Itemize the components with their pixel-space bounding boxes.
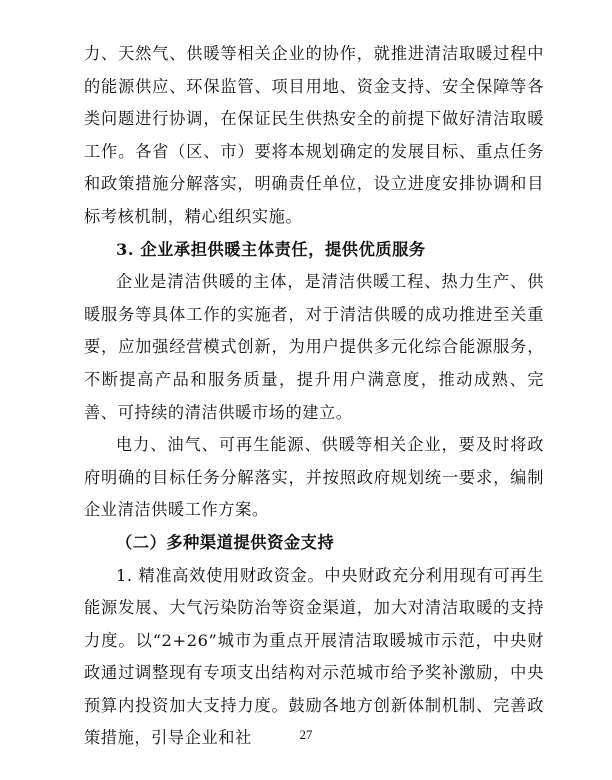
paragraph: 电力、油气、可再生能源、供暖等相关企业，要及时将政府明确的目标任务分解落实，并按照政府规划统一要求，编制企业清洁供暖工作方案。	[84, 435, 544, 520]
paragraph-continued: 力、天然气、供暖等相关企业的协作，就推进清洁取暖过程中的能源供应、环保监管、项目用地、资金支持、安全保障等各类问题进行协调，在保证民生供热安全的前提下做好清洁取暖工作。各省（区、市）要将本规划确定的发展目标、重点任务和政策措施分解落实，明确责任单位，设立进度安排协调和目标考核机制，精心组织实施。	[84, 44, 544, 226]
body-text	[84, 38, 544, 755]
paragraph: 企业是清洁供暖的主体，是清洁供暖工程、热力生产、供暖服务等具体工作的实施者，对于清洁供暖的成功推进至关重要，应加强经营模式创新，为用户提供多元化综合能源服务，不断提高产品和服务质量，提升用户满意度，推动成熟、完善、可持续的清洁供暖市场的建立。	[84, 272, 544, 422]
subsection-heading-3: 3. 企业承担供暖主体责任，提供优质服务	[116, 239, 426, 259]
page-number: 27	[299, 727, 313, 742]
paragraph: 1. 精准高效使用财政资金。中央财政充分利用现有可再生能源发展、大气污染防治等资金渠道，加大对清洁取暖的支持力度。以“2+26”城市为重点开展清洁取暖城市示范，中央财政通过调整现有专项支出结构对示范城市给予奖补激励，中央预算内投资加大支持力度。鼓励各地方创新体制机制、完善政策措施，引导企业和社	[84, 565, 544, 748]
section-heading: （二）多种渠道提供资金支持	[116, 532, 335, 552]
